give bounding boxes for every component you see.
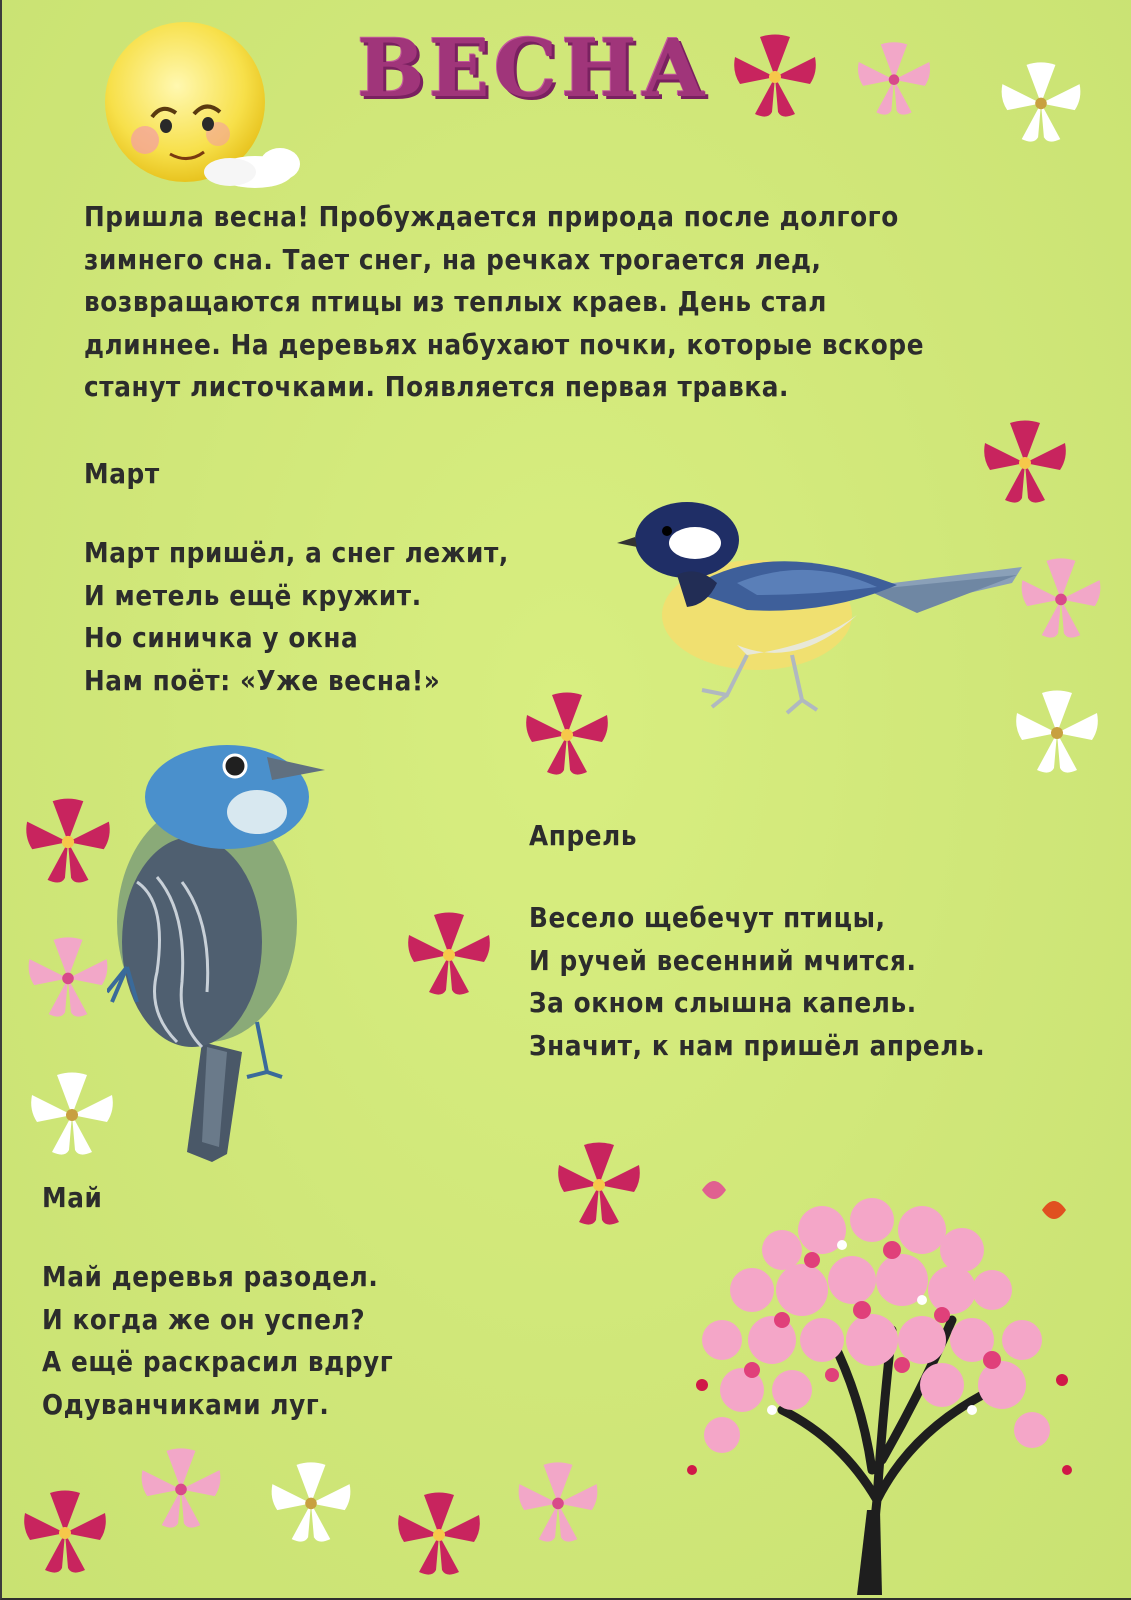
flower-icon [20, 1488, 110, 1573]
flower-icon [522, 690, 612, 775]
poem-line: И метель ещё кружит. [84, 579, 422, 612]
poem-line: Но синичка у окна [84, 622, 359, 654]
titmouse-bird-icon [617, 495, 1037, 730]
poem-line: Май деревья разодел. [42, 1261, 379, 1293]
flower-icon [980, 418, 1070, 503]
flower-icon [997, 60, 1085, 142]
flower-icon [267, 1460, 355, 1542]
april-poem [529, 897, 985, 1067]
blue-bird-icon [107, 742, 332, 1167]
flower-icon [554, 1140, 644, 1225]
flower-icon [22, 796, 114, 883]
poem-line: Весело щебечут птицы, [529, 902, 886, 934]
flower-icon [730, 32, 820, 117]
march-poem [84, 532, 509, 702]
flower-icon [27, 1070, 117, 1155]
flower-icon [854, 40, 934, 115]
page-title: ВЕСНА [357, 21, 711, 115]
flower-icon [137, 1446, 225, 1528]
intro-line: длиннее. На деревьях набухают почки, которые вскоре [84, 328, 925, 361]
flower-icon [404, 910, 494, 995]
flower-icon [394, 1490, 484, 1575]
sun-icon [90, 22, 310, 192]
butterfly-icon [702, 1181, 726, 1199]
poem-line: Одуванчиками луг. [42, 1388, 330, 1421]
blossom-tree-icon [662, 1170, 1102, 1595]
flower-icon [1012, 688, 1102, 773]
poem-line: А ещё раскрасил вдруг [42, 1346, 394, 1378]
intro-paragraph [84, 196, 924, 409]
poem-line: За окном слышна капель. [529, 987, 917, 1019]
poem-line: Март пришёл, а снег лежит, [84, 537, 509, 569]
flower-icon [1017, 556, 1105, 638]
flower-icon [24, 935, 112, 1017]
poem-line: И ручей весенний мчится. [529, 944, 917, 977]
intro-line: возвращаются птицы из теплых краев. День стал [84, 286, 828, 318]
intro-line: станут листочками. Появляется первая травка. [84, 371, 790, 403]
intro-line: Пришла весна! Пробуждается природа после долгого [84, 201, 899, 233]
flower-icon [514, 1460, 602, 1542]
intro-line: зимнего сна. Тает снег, на речках трогается лед, [84, 243, 822, 276]
may-heading: Май [42, 1182, 103, 1214]
march-heading: Март [84, 458, 160, 490]
poem-line: И когда же он успел? [42, 1303, 366, 1336]
poem-line: Значит, к нам пришёл апрель. [529, 1029, 986, 1062]
poem-line: Нам поёт: «Уже весна!» [84, 664, 441, 697]
april-heading: Апрель [529, 820, 638, 852]
may-poem [42, 1256, 393, 1426]
